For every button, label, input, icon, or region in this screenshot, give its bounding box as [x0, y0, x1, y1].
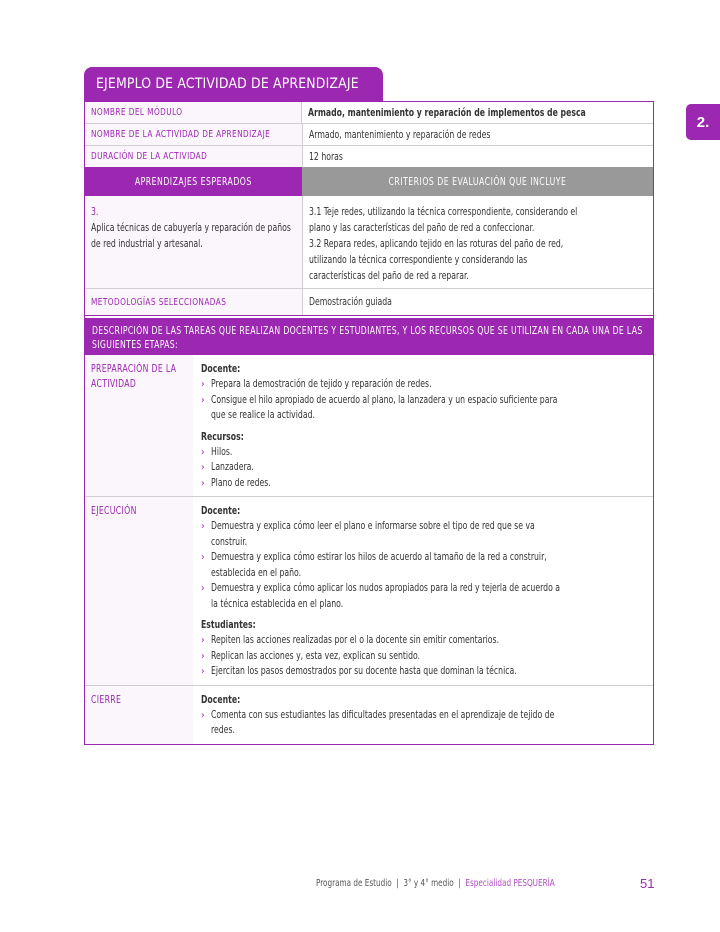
page-footer: Programa de Estudio | 3° y 4° medio | Especialidad PESQUERÍA — [316, 878, 555, 889]
criterion-text: Repara redes, aplicando tejido en las roturas del paño de red, utilizando la técnica correspondiente y considerando las características del paño de red a reparar. — [309, 238, 564, 282]
chevron-right-icon: › — [201, 666, 205, 677]
chevron-right-icon: › — [201, 650, 205, 662]
recursos-label: Recursos: — [201, 430, 244, 443]
criterion-3-1 — [309, 204, 647, 236]
page-number: 51 — [640, 876, 655, 891]
docente-label: Docente: — [201, 505, 241, 517]
activity-name-label: NOMBRE DE LA ACTIVIDAD DE APRENDIZAJE — [91, 129, 271, 140]
stage-preparacion — [85, 355, 653, 496]
duration-value: 12 horas — [309, 150, 343, 163]
chevron-right-icon: › — [201, 446, 205, 458]
stage-label: CIERRE — [91, 693, 122, 706]
module-label: NOMBRE DEL MÓDULO — [91, 107, 183, 118]
info-row-duration — [85, 145, 653, 167]
metodologias-row — [85, 288, 653, 315]
list-item: › Demuestra y explica cómo leer el plano e informarse sobre el tipo de red que se va construir. — [201, 519, 647, 550]
criterios-header: CRITERIOS DE EVALUACIÓN QUE INCLUYE — [388, 175, 567, 188]
info-row-activity — [85, 123, 653, 145]
learning-outcomes-row — [85, 196, 653, 288]
criterion-number: 3.2 — [309, 238, 322, 250]
info-row-module — [85, 101, 653, 123]
aprendizajes-header: APRENDIZAJES ESPERADOS — [135, 175, 252, 188]
outcome-text: Aplica técnicas de cabuyería y reparación de paños de red industrial y artesanal. — [91, 222, 291, 250]
list-item: › Ejercitan los pasos demostrados por su docente hasta que dominan la técnica. — [201, 664, 647, 680]
stage-cierre — [85, 685, 653, 744]
list-item: › Hilos. — [201, 445, 647, 461]
stage-label: EJECUCIÓN — [91, 505, 137, 517]
docente-label: Docente: — [201, 363, 241, 375]
duration-label: DURACIÓN DE LA ACTIVIDAD — [91, 151, 208, 162]
footer-specialty: Especialidad PESQUERÍA — [465, 878, 555, 889]
metodologias-label: METODOLOGÍAS SELECCIONADAS — [91, 296, 227, 308]
list-item: › Repiten las acciones realizadas por el o la docente sin emitir comentarios. — [201, 633, 647, 649]
list-item: › Demuestra y explica cómo aplicar los nudos apropiados para la red y tejerla de acuerdo a la técnica establecida en el plano. — [201, 581, 647, 612]
chevron-right-icon: › — [201, 635, 205, 646]
metodologias-value: Demostración guiada — [309, 296, 392, 308]
footer-program: Programa de Estudio — [316, 878, 392, 889]
section-headers — [85, 167, 653, 196]
chevron-right-icon: › — [201, 394, 205, 406]
chevron-right-icon: › — [201, 709, 205, 721]
criterion-number: 3.1 — [309, 206, 322, 218]
chevron-right-icon: › — [201, 379, 205, 390]
footer-level: 3° y 4° medio — [403, 878, 454, 889]
stages — [85, 355, 653, 744]
criterion-3-2 — [309, 236, 647, 284]
chevron-right-icon: › — [201, 552, 205, 563]
outcome-number: 3. — [91, 206, 99, 218]
activity-title: EJEMPLO DE ACTIVIDAD DE APRENDIZAJE — [96, 76, 359, 92]
estudiantes-label: Estudiantes: — [201, 619, 256, 631]
chevron-right-icon: › — [201, 477, 205, 489]
list-item: › Prepara la demostración de tejido y reparación de redes. — [201, 377, 647, 393]
activity-title-tab — [84, 67, 383, 101]
list-item: › Comenta con sus estudiantes las dificultades presentadas en el aprendizaje de tejido de redes. — [201, 708, 647, 739]
module-value: Armado, mantenimiento y reparación de implementos de pesca — [308, 106, 587, 119]
docente-label: Docente: — [201, 693, 241, 706]
criterion-text: Teje redes, utilizando la técnica correspondiente, considerando el plano y las características del paño de red a confeccionar. — [309, 206, 578, 234]
list-item: › Demuestra y explica cómo estirar los hilos de acuerdo al tamaño de la red a construir, establecida en el paño. — [201, 550, 647, 581]
list-item: › Plano de redes. — [201, 476, 647, 492]
activity-table — [84, 101, 654, 745]
description-header: DESCRIPCIÓN DE LAS TAREAS QUE REALIZAN DOCENTES Y ESTUDIANTES, Y LOS RECURSOS QUE SE UTILIZAN EN CADA UNA DE LAS SIGUIENTES ETAPAS: — [85, 318, 653, 355]
stage-label: PREPARACIÓN DE LA ACTIVIDAD — [91, 363, 177, 390]
chevron-right-icon: › — [201, 521, 205, 532]
stage-ejecucion — [85, 496, 653, 685]
activity-name-value: Armado, mantenimiento y reparación de redes — [309, 128, 491, 141]
chevron-right-icon: › — [201, 583, 205, 594]
list-item: › Replican las acciones y, esta vez, explican su sentido. — [201, 649, 647, 665]
chapter-badge: 2. — [686, 104, 720, 140]
list-item: › Lanzadera. — [201, 460, 647, 476]
list-item: › Consigue el hilo apropiado de acuerdo al plano, la lanzadera y un espacio suficiente para que se realice la actividad. — [201, 393, 647, 424]
chevron-right-icon: › — [201, 462, 205, 473]
